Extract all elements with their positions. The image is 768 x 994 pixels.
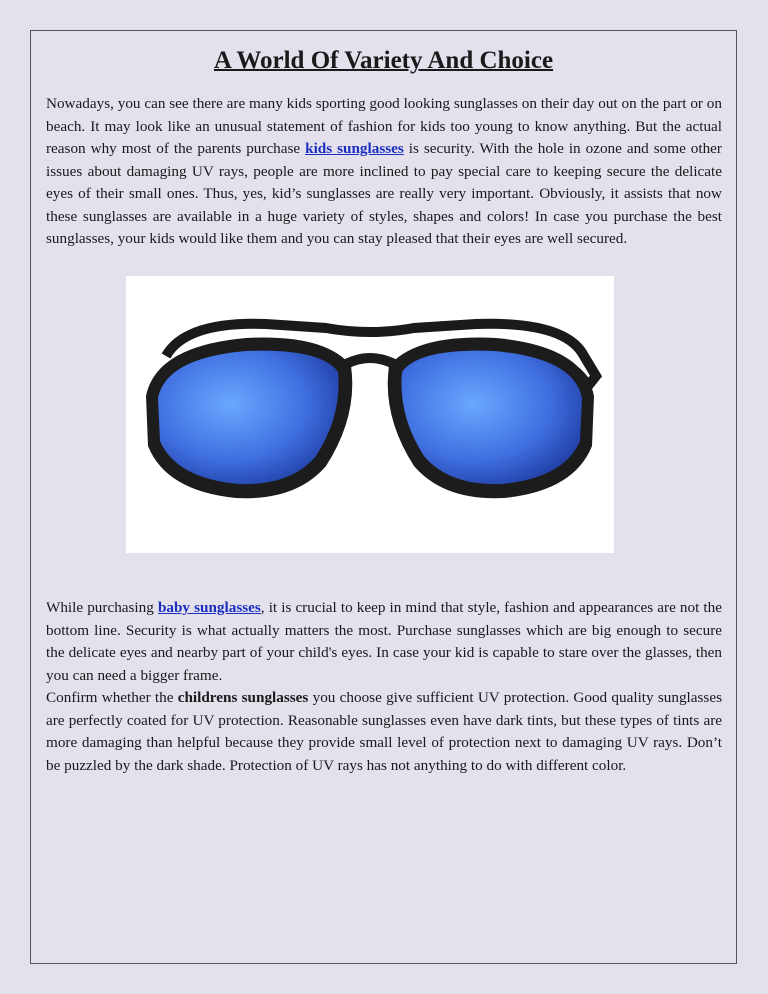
baby-sunglasses-paragraph: While purchasing baby sunglasses, it is crucial to keep in mind that style, fashion and appearances are not the bottom line. Security is what actually matters the most. Purchase sunglasses which are big enough to secure the delicate eyes and nearby part of your child's eyes. In case your kid is capable to stare over the glasses, then you can need a bigger frame. xyxy=(46,599,722,684)
page-title: A World Of Variety And Choice xyxy=(213,47,554,74)
sunglasses-image xyxy=(126,276,614,553)
uv-protection-paragraph: Confirm whether the childrens sunglasses you choose give sufficient UV protection. Good quality sunglasses are perfectly coated for UV protection. Reasonable sunglasses even have dark tints, but these types of tints are more damaging than helpful because they provide small level of protection next to damaging UV rays. Don’t be puzzled by the dark shade. Protection of UV rays has not anything to do with different color. xyxy=(46,689,722,774)
intro-paragraph: Nowadays, you can see there are many kids sporting good looking sunglasses on their day out on the part or on beach. It may look like an unusual statement of fashion for kids too young to know anything. But the actual reason why most of the parents purchase kids sunglasses is security. With the hole in ozone and some other issues about damaging UV rays, people are more inclined to pay special care to keeping secure the delicate eyes of their small ones. Thus, yes, kid’s sunglasses are really very important. Obviously, it assists that now these sunglasses are available in a huge variety of styles, shapes and colors! In case you purchase the best sunglasses, your kids would like them and you can stay pleased that their eyes are well secured. xyxy=(46,95,722,247)
document-page xyxy=(30,30,737,964)
kids-sunglasses-link[interactable]: kids sunglasses xyxy=(305,140,404,157)
sunglasses-illustration xyxy=(126,276,614,553)
baby-sunglasses-link[interactable]: baby sunglasses xyxy=(157,599,261,616)
